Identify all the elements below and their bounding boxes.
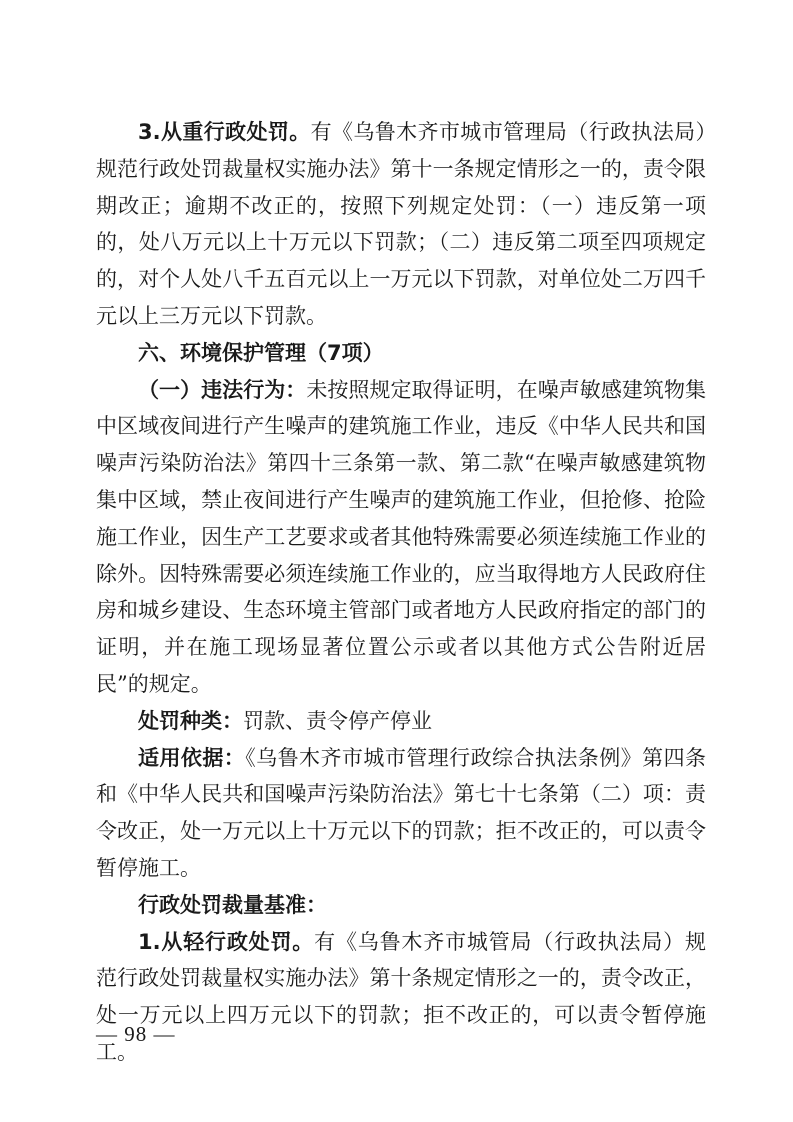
section-heading: 六、环境保护管理（7项） — [138, 340, 384, 365]
paragraph-discretion-heading — [96, 887, 706, 924]
document-body — [96, 114, 706, 1071]
paragraph-text: 未按照规定取得证明，在噪声敏感建筑物集中区域夜间进行产生噪声的建筑施工作业，违反《中华人民共和国噪声污染防治法》第四十三条第一款、第二款“在噪声敏感建筑物集中区域，禁止夜间进行产生噪声的建筑施工作业，但抢修、抢险施工作业，因生产工艺要求或者其他特殊需要必须连续施工作业的除外。因特殊需要必须连续施工作业的，应当取得地方人民政府住房和城乡建设、生态环境主管部门或者地方人民政府指定的部门的证明，并在施工现场显著位置公示或者以其他方式公告附近居民”的规定。 — [96, 377, 707, 696]
paragraph-heading: 处罚种类： — [138, 708, 243, 733]
paragraph-violation — [96, 372, 706, 703]
paragraph-heading: 3.从重行政处罚。 — [138, 120, 311, 144]
paragraph-text: 《乌鲁木齐市城市管理行政综合执法条例》第四条和《中华人民共和国噪声污染防治法》第七十七条第（二）项：责令改正，处一万元以上十万元以下的罚款；拒不改正的，可以责令暂停施工。 — [96, 745, 707, 880]
paragraph-heading: （一）违法行为： — [138, 377, 307, 402]
paragraph-legal-basis — [96, 740, 706, 887]
paragraph-text: 罚款、责令停产停业 — [243, 708, 432, 733]
paragraph-heading: 行政处罚裁量基准： — [138, 892, 327, 917]
page-number: — 98 — — [96, 1022, 176, 1046]
paragraph-heading: 1.从轻行政处罚。 — [138, 929, 315, 954]
paragraph-severe-penalty — [96, 114, 706, 335]
section-heading-environment — [96, 335, 706, 372]
paragraph-text: 有《乌鲁木齐市城管局（行政执法局）规范行政处罚裁量权实施办法》第十条规定情形之一的，责令改正，处一万元以上四万元以下的罚款；拒不改正的，可以责令暂停施工。 — [96, 929, 706, 1064]
paragraph-text: 有《乌鲁木齐市城市管理局（行政执法局）规范行政处罚裁量权实施办法》第十一条规定情形之一的，责令限期改正；逾期不改正的，按照下列规定处罚：（一）违反第一项的，处八万元以上十万元以下罚款；（二）违反第二项至四项规定的，对个人处八千五百元以上一万元以下罚款，对单位处二万四千元以上三万元以下罚款。 — [96, 120, 706, 328]
paragraph-heading: 适用依据： — [138, 745, 246, 770]
paragraph-light-penalty — [96, 924, 706, 1071]
paragraph-penalty-type — [96, 703, 706, 740]
